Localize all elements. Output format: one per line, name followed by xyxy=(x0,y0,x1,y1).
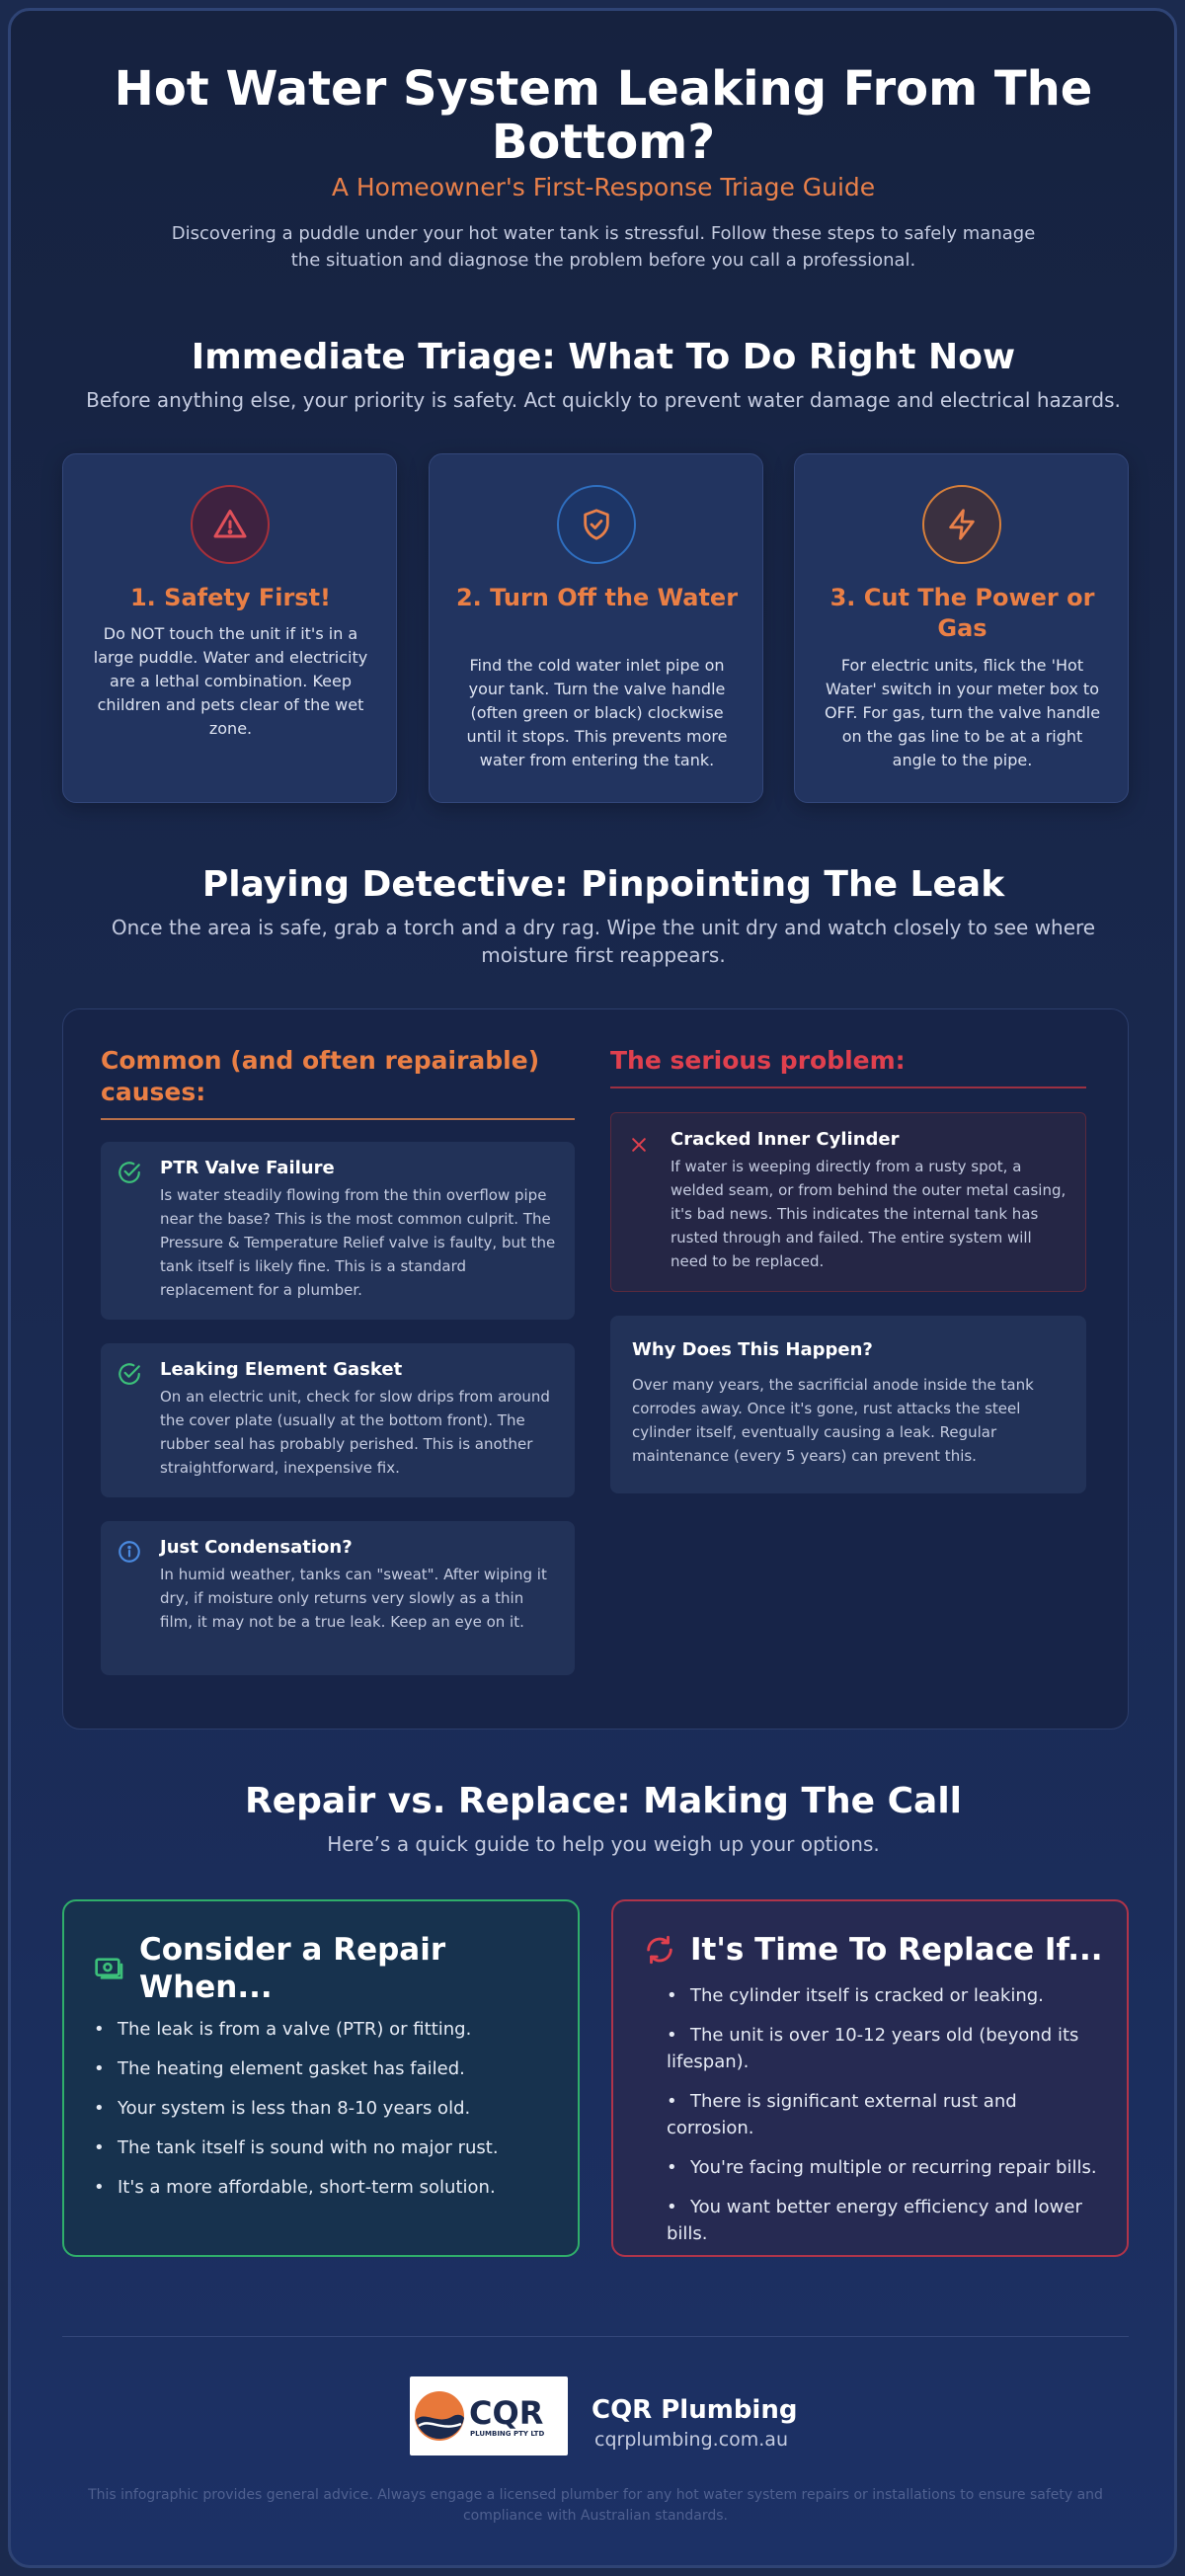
cause-card-condensation xyxy=(101,1521,575,1675)
why-it-happens-card xyxy=(610,1316,1086,1493)
list-item: • Your system is less than 8-10 years old. xyxy=(94,2095,548,2122)
list-item: • The leak is from a valve (PTR) or fitting. xyxy=(94,2016,548,2043)
cause-card-element-gasket xyxy=(101,1343,575,1497)
why-text: Over many years, the sacrificial anode inside the tank corrodes away. Once it's gone, rust attacks the steel cylinder itself, eventually causing a leak. Regular maintenance (every 5 years) can prevent this. xyxy=(632,1376,1034,1465)
brand-name: CQR Plumbing xyxy=(592,2395,798,2425)
leak-diagnosis-panel xyxy=(62,1008,1129,1730)
list-item: • It's a more affordable, short-term solution. xyxy=(94,2174,548,2201)
page-title: Hot Water System Leaking From The Bottom? xyxy=(114,61,1093,170)
triage-card-title: 3. Cut The Power or Gas xyxy=(830,584,1095,642)
disclaimer: This infographic provides general advice. Always engage a licensed plumber for any hot water system repairs or installations to ensure safety and compliance with Australian standards. xyxy=(88,2487,1103,2524)
shield-check-icon xyxy=(557,485,636,564)
triage-card-text: Find the cold water inlet pipe on your tank. Turn the valve handle (often green or black) clockwise until it stops. This prevents more water from entering the tank. xyxy=(466,656,728,769)
triage-card-safety xyxy=(62,453,397,803)
triage-card-title: 2. Turn Off the Water xyxy=(455,584,739,611)
footer-divider xyxy=(62,2336,1129,2337)
serious-problem-heading: The serious problem: xyxy=(610,1046,906,1075)
replace-card-title: It's Time To Replace If... xyxy=(690,1932,1103,1968)
repair-reasons-list xyxy=(94,2016,548,2214)
intro-text: Discovering a puddle under your hot water tank is stressful. Follow these steps to safely manage the situation and diagnose the problem before you call a professional. xyxy=(171,223,1036,271)
detective-section-description: Once the area is safe, grab a torch and a dry rag. Wipe the unit dry and watch closely to see where moisture first reappears. xyxy=(111,916,1096,967)
lightning-icon xyxy=(922,485,1001,564)
cause-title: PTR Valve Failure xyxy=(160,1158,335,1178)
detective-section-title: Playing Detective: Pinpointing The Leak xyxy=(201,864,1005,905)
cause-title: Just Condensation? xyxy=(160,1537,353,1558)
logo-wordmark: CQR xyxy=(469,2394,544,2432)
company-logo xyxy=(410,2376,568,2455)
divider xyxy=(610,1087,1086,1088)
list-item: • The heating element gasket has failed. xyxy=(94,2055,548,2082)
replace-card xyxy=(611,1899,1129,2257)
triage-card-water xyxy=(429,453,763,803)
list-item: • The unit is over 10-12 years old (beyond its lifespan). xyxy=(667,2022,1097,2075)
brand-url[interactable]: cqrplumbing.com.au xyxy=(594,2429,788,2451)
cause-text: Is water steadily flowing from the thin overflow pipe near the base? This is the most common culprit. The Pressure & Temperature Relief valve is faulty, but the tank itself is likely fine. This is a standard replacement for a plumber. xyxy=(160,1186,556,1299)
repair-section-title: Repair vs. Replace: Making The Call xyxy=(244,1781,962,1821)
triage-card-text: For electric units, flick the 'Hot Water' switch in your meter box to OFF. For gas, turn the valve handle on the gas line to be at a right angle to the pipe. xyxy=(824,656,1101,769)
repair-section-description: Here’s a quick guide to help you weigh up your options. xyxy=(327,1832,880,1856)
list-item: • There is significant external rust and corrosion. xyxy=(667,2088,1097,2141)
cause-card-ptr-valve xyxy=(101,1142,575,1320)
triage-section-title: Immediate Triage: What To Do Right Now xyxy=(191,337,1016,377)
cause-title: Leaking Element Gasket xyxy=(160,1359,403,1380)
serious-cause-text: If water is weeping directly from a rusty spot, a welded seam, or from behind the outer metal casing, it's bad news. This indicates the internal tank has rusted through and failed. The entire system will need to be replaced. xyxy=(671,1158,1066,1270)
common-causes-heading: Common (and often repairable) causes: xyxy=(101,1046,540,1106)
list-item: • You're facing multiple or recurring repair bills. xyxy=(667,2154,1097,2181)
repair-card-title: Consider a Repair When... xyxy=(139,1932,446,2005)
recycle-icon xyxy=(643,1933,676,1971)
list-item: • The cylinder itself is cracked or leaking. xyxy=(667,1982,1097,2009)
why-title: Why Does This Happen? xyxy=(632,1339,873,1360)
cause-text: In humid weather, tanks can "sweat". After wiping it dry, if moisture only returns very slowly as a thin film, it may not be a true leak. Keep an eye on it. xyxy=(160,1566,547,1631)
serious-cause-card xyxy=(610,1112,1086,1292)
check-circle-icon xyxy=(117,1361,142,1391)
serious-cause-title: Cracked Inner Cylinder xyxy=(671,1129,900,1150)
info-circle-icon xyxy=(117,1539,142,1569)
warning-triangle-icon xyxy=(191,485,270,564)
check-circle-icon xyxy=(117,1160,142,1189)
list-item: • The tank itself is sound with no major rust. xyxy=(94,2134,548,2161)
list-item: • You want better energy efficiency and lower bills. xyxy=(667,2194,1097,2247)
x-icon xyxy=(629,1135,649,1159)
cause-text: On an electric unit, check for slow drips from around the cover plate (usually at the bottom front). The rubber seal has probably perished. This is another straightforward, inexpensive fix. xyxy=(160,1388,550,1477)
repair-card xyxy=(62,1899,580,2257)
money-icon xyxy=(94,1953,125,1988)
divider xyxy=(101,1118,575,1120)
triage-card-text: Do NOT touch the unit if it's in a large puddle. Water and electricity are a lethal combination. Keep children and pets clear of the wet zone. xyxy=(93,624,368,738)
triage-card-power xyxy=(794,453,1129,803)
triage-section-description: Before anything else, your priority is safety. Act quickly to prevent water damage and electrical hazards. xyxy=(86,388,1121,412)
logo-subtext: PLUMBING PTY LTD xyxy=(470,2430,545,2438)
page-subtitle: A Homeowner's First-Response Triage Guide xyxy=(331,173,876,201)
triage-card-title: 1. Safety First! xyxy=(129,584,331,611)
infographic-frame xyxy=(8,8,1177,2568)
replace-reasons-list xyxy=(667,1982,1097,2260)
